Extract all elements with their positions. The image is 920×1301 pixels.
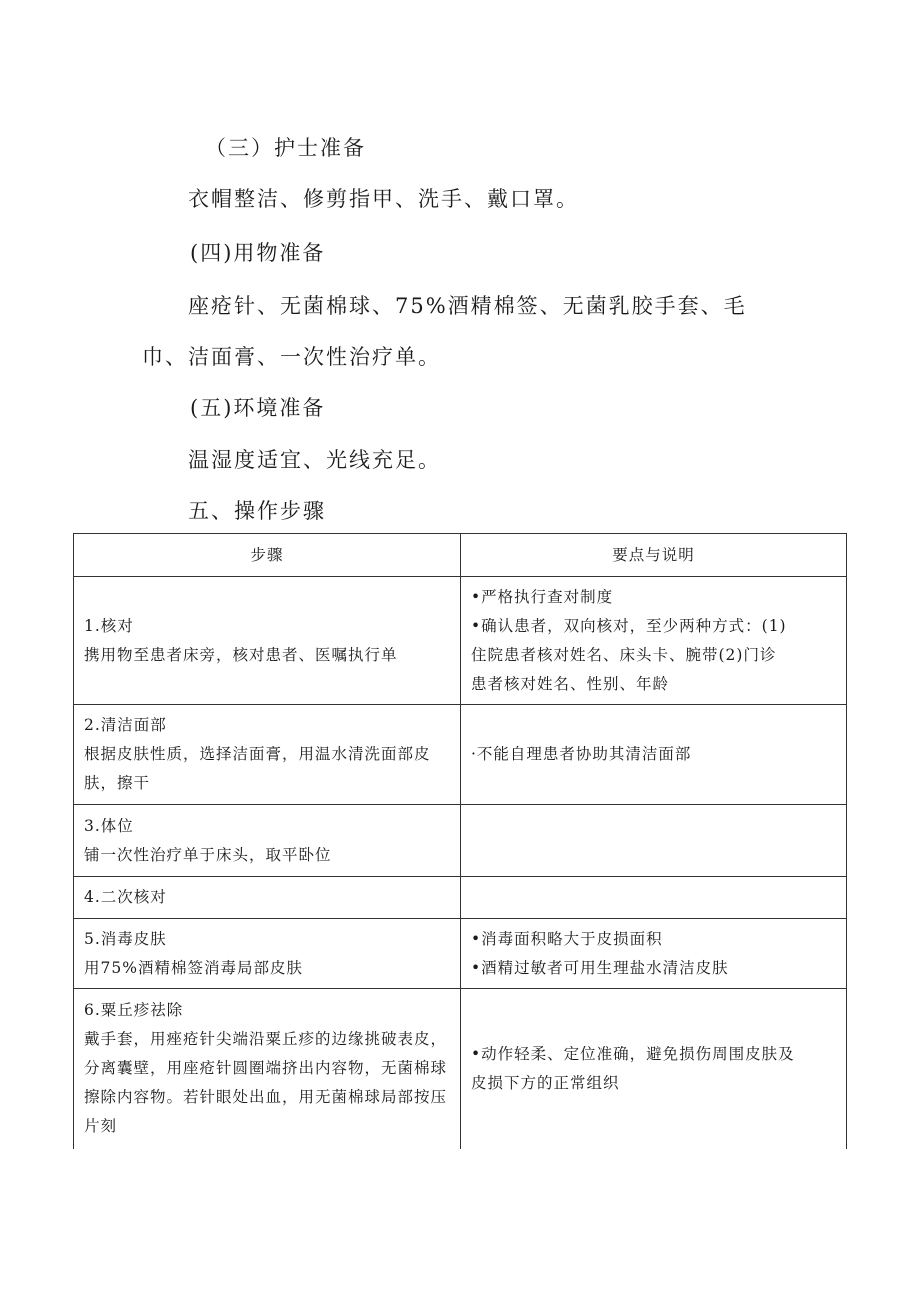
table-row — [74, 877, 847, 919]
table-header-row — [74, 534, 847, 577]
step-cell — [74, 877, 461, 919]
section-3-heading: （三）护士准备 — [205, 136, 366, 160]
note: •酒精过敏者可用生理盐水清洁皮肤 — [471, 958, 729, 977]
note: •确认患者，双向核对，至少两种方式：(1) — [471, 616, 787, 635]
section-5-heading: (五)环境准备 — [190, 396, 326, 420]
step-cell — [74, 577, 461, 705]
section-3-body: 衣帽整洁、修剪指甲、洗手、戴口罩。 — [188, 187, 579, 211]
step-title: 5.消毒皮肤 — [84, 929, 167, 948]
section-4-heading: (四)用物准备 — [190, 241, 326, 265]
step-desc: 用75%酒精棉签消毒局部皮肤 — [84, 958, 303, 977]
step-title: 2.清洁面部 — [84, 716, 167, 734]
table-row — [74, 919, 847, 989]
note: 住院患者核对姓名、床头卡、腕带(2)门诊 — [471, 645, 777, 664]
table-row — [74, 805, 847, 877]
header-notes: 要点与说明 — [461, 534, 847, 577]
step-desc: 戴手套，用痤疮针尖端沿粟丘疹的边缘挑破表皮，分离囊壁，用座疮针圆圈端挤出内容物，无菌棉球擦除内容物。若针眼处出血，用无菌棉球局部按压片刻 — [84, 1030, 448, 1136]
steps-heading: 五、操作步骤 — [188, 499, 326, 523]
notes-cell — [461, 989, 847, 1149]
note: •动作轻柔、定位准确，避免损伤周围皮肤及 — [471, 1044, 795, 1063]
notes-cell — [461, 577, 847, 705]
table-row — [74, 989, 847, 1149]
header-step: 步骤 — [74, 534, 461, 577]
step-desc: 铺一次性治疗单于床头，取平卧位 — [84, 845, 332, 864]
step-cell — [74, 805, 461, 877]
notes-cell — [461, 877, 847, 919]
notes-cell — [461, 805, 847, 877]
step-cell — [74, 919, 461, 989]
notes-cell — [461, 919, 847, 989]
step-title: 1.核对 — [84, 616, 134, 635]
steps-table — [73, 533, 847, 1149]
step-desc: 根据皮肤性质，选择洁面膏，用温水清洗面部皮肤，擦干 — [84, 745, 431, 792]
note: •严格执行查对制度 — [471, 587, 614, 606]
note: 患者核对姓名、性别、年龄 — [471, 674, 670, 693]
section-4-body-line1: 座疮针、无菌棉球、75%酒精棉签、无菌乳胶手套、毛 — [188, 294, 747, 318]
step-desc: 携用物至患者床旁，核对患者、医嘱执行单 — [84, 645, 398, 664]
note: 皮损下方的正常组织 — [471, 1073, 620, 1092]
step-title: 6.粟丘疹祛除 — [84, 1001, 184, 1020]
table-row — [74, 705, 847, 805]
step-cell — [74, 705, 461, 805]
step-title: 4.二次核对 — [84, 888, 167, 906]
step-cell — [74, 989, 461, 1149]
section-5-body: 温湿度适宜、光线充足。 — [188, 448, 441, 472]
notes-cell — [461, 705, 847, 805]
note: •消毒面积略大于皮损面积 — [471, 929, 663, 948]
table-row — [74, 577, 847, 705]
section-4-body-line2: 巾、洁面膏、一次性治疗单。 — [142, 345, 441, 369]
note: ·不能自理患者协助其清洁面部 — [471, 745, 692, 763]
step-title: 3.体位 — [84, 816, 134, 835]
